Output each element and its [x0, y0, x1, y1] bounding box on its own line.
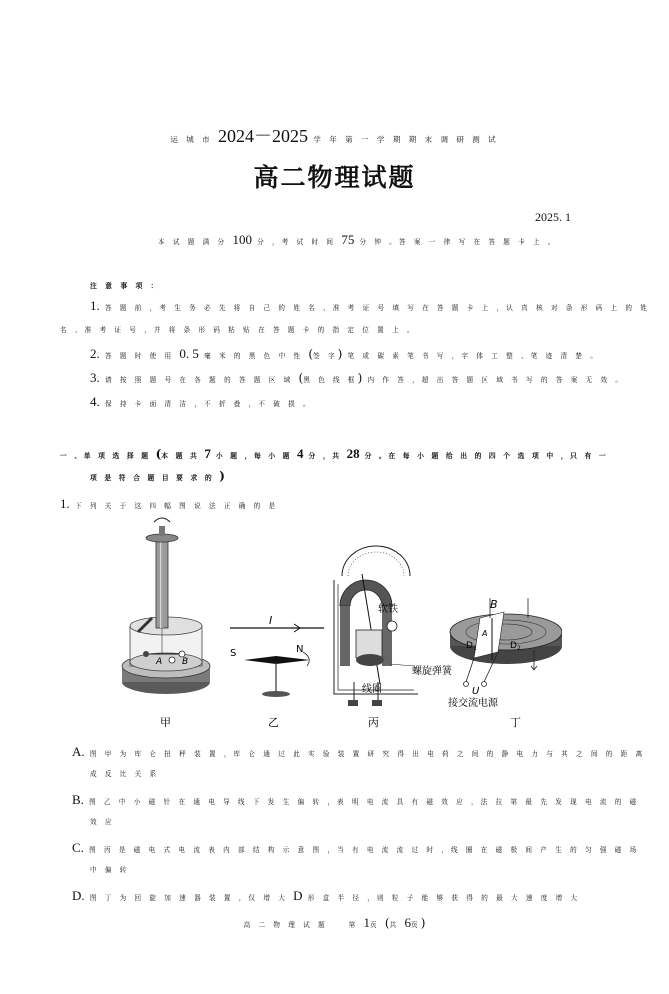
intro-text: 分 ，考 试 时 间 — [257, 238, 337, 246]
label-ac-source: 接交流电源 — [448, 698, 498, 709]
label-D2: $D_2$ — [510, 641, 521, 652]
section-text: 一 、单 项 选 择 题 — [60, 452, 151, 460]
option-C — [72, 840, 639, 856]
figure-label-yi: 乙 — [268, 716, 279, 729]
option-D — [72, 888, 580, 904]
section-text: 本 题 共 — [161, 452, 200, 460]
section-text: 小 题 ，每 小 题 — [215, 452, 293, 460]
note-text: 答 题 前 ，考 生 务 必 先 将 自 己 的 姓 名 、准 考 证 号 填 写 在 答 题 卡 上 ，认 真 核 对 条 形 码 上 的 姓 — [104, 304, 650, 312]
label-B: B — [182, 657, 189, 667]
note-text: 保 持 卡 面 清 洁 ，不 折 叠 ，不 破 损 。 — [104, 400, 313, 408]
footer-text: 共 — [389, 921, 400, 929]
option-A-continued: 成 反 比 关 系 — [90, 770, 160, 778]
label-N: N — [296, 644, 304, 655]
option-text: 形 盒 半 径 ，则 粒 子 能 够 获 得 的 最 大 速 度 增 大 — [307, 894, 581, 902]
points-total: 28 — [346, 446, 360, 461]
header-city: 运 城 市 — [170, 135, 213, 144]
paren: ) — [337, 347, 343, 361]
label-soft-iron: 软铁 — [378, 604, 398, 615]
intro-text: 分 钟 。答 案 一 律 写 在 答 题 卡 上 。 — [359, 238, 558, 246]
paren: ) — [357, 371, 363, 385]
page-title: 高二物理试题 — [253, 163, 416, 192]
option-d-symbol: D — [293, 888, 303, 903]
section-text: 分 ，共 — [308, 452, 342, 460]
label-S: S — [230, 648, 237, 659]
label-I: I — [269, 614, 273, 627]
note-1-continued: 名 、准 考 证 号 ，并 将 条 形 码 粘 贴 在 答 题 卡 的 指 定 位 置 上 。 — [60, 326, 417, 334]
option-text: 图 丙 是 磁 电 式 电 流 表 内 部 结 构 示 意 图 ，当 有 电 流 流 过 时 ，线 圈 在 磁 极 间 产 生 的 匀 强 磁 场 — [89, 846, 640, 854]
note-text: 签 字 — [313, 352, 338, 360]
header-term: 学 年 第 一 学 期 期 末 调 研 测 试 — [313, 135, 499, 144]
question-1-figure — [118, 514, 562, 730]
label-D1: $D_1$ — [466, 641, 477, 652]
option-text: 图 甲 为 库 仑 扭 秤 装 置 ，库 仑 通 过 此 实 验 装 置 研 究 得 出 电 荷 之 间 的 静 电 力 与 其 之 间 的 距 离 — [89, 750, 646, 758]
option-B — [72, 792, 639, 808]
option-letter: C. — [72, 840, 84, 855]
note-text: 黑 色 线 框 — [303, 376, 358, 384]
label-coil: 线圈 — [362, 684, 382, 695]
header-year: 2024－2025 — [218, 126, 309, 146]
option-text: 图 丁 为 回 旋 加 速 器 装 置 ，仅 增 大 — [89, 894, 288, 902]
section-heading-continued — [90, 469, 225, 483]
label-A-cyclotron: A — [482, 629, 488, 638]
page-number: 1 — [363, 915, 370, 930]
footer-text: 页 — [410, 921, 421, 929]
note-text: 笔 或 碳 素 笔 书 写 ，字 体 工 整 、笔 迹 清 楚 。 — [347, 352, 600, 360]
question-number: 1. — [60, 496, 70, 511]
paren: ) — [420, 916, 426, 930]
section-text: 项 是 符 合 题 目 要 求 的 — [90, 474, 215, 482]
label-A: A — [156, 657, 163, 667]
paren: ) — [219, 469, 225, 483]
exam-date: 2025. 1 — [535, 210, 571, 224]
points-each: 4 — [297, 446, 304, 461]
intro-text: 本 试 题 满 分 — [158, 238, 228, 246]
footer-name: 高 二 物 理 试 题 — [243, 921, 328, 929]
note-4 — [90, 394, 313, 410]
note-number: 2. — [90, 346, 100, 361]
label-U: U — [472, 686, 480, 697]
paren: ( — [384, 916, 390, 930]
figure-label-bing: 丙 — [368, 716, 379, 729]
footer-text: 页 — [369, 921, 380, 929]
figure-label-jia: 甲 — [160, 716, 171, 729]
page-footer — [0, 915, 669, 931]
notes-heading: 注 意 事 项 ： — [90, 282, 161, 290]
figure-svg — [118, 514, 562, 730]
option-B-continued: 效 应 — [90, 818, 115, 826]
option-letter: A. — [72, 744, 85, 759]
full-score: 100 — [232, 232, 252, 247]
pen-size: 0. 5 — [179, 346, 199, 361]
question-text: 下 列 关 于 这 四 幅 图 说 法 正 确 的 是 — [74, 502, 279, 510]
note-1 — [90, 298, 650, 314]
paren: ( — [308, 347, 314, 361]
footer-text: 第 — [348, 921, 359, 929]
intro-line — [158, 232, 558, 248]
option-C-continued: 中 偏 转 — [90, 866, 130, 874]
note-text: 内 作 答 ，超 出 答 题 区 域 书 写 的 答 案 无 效 。 — [367, 376, 626, 384]
note-text: 答 题 时 使 用 — [104, 352, 175, 360]
note-number: 3. — [90, 370, 100, 385]
option-letter: D. — [72, 888, 85, 903]
note-number: 1. — [90, 298, 100, 313]
note-text: 请 按 照 题 号 在 各 题 的 答 题 区 域 — [104, 376, 294, 384]
note-text: 毫 米 的 黑 色 中 性 — [204, 352, 304, 360]
total-pages: 6 — [404, 915, 411, 930]
note-3 — [90, 370, 625, 386]
question-count: 7 — [204, 446, 211, 461]
paren: ( — [155, 447, 162, 461]
label-spring: 螺旋弹簧 — [412, 666, 452, 677]
exam-header — [0, 122, 669, 148]
section-text: 分 。在 每 小 题 给 出 的 四 个 选 项 中 ，只 有 一 — [364, 452, 609, 460]
note-number: 4. — [90, 394, 100, 409]
option-A — [72, 744, 645, 760]
option-text: 图 乙 中 小 磁 针 在 通 电 导 线 下 发 生 偏 转 ，表 明 电 流 具 有 磁 效 应 ，法 拉 第 最 先 发 现 电 流 的 磁 — [89, 798, 640, 806]
option-letter: B. — [72, 792, 84, 807]
label-B-field: B — [490, 598, 498, 611]
note-2 — [90, 346, 600, 362]
figure-label-ding: 丁 — [510, 716, 521, 729]
section-heading — [60, 446, 608, 462]
paren: ( — [298, 371, 304, 385]
exam-time: 75 — [341, 232, 355, 247]
question-1-stem — [60, 496, 278, 512]
